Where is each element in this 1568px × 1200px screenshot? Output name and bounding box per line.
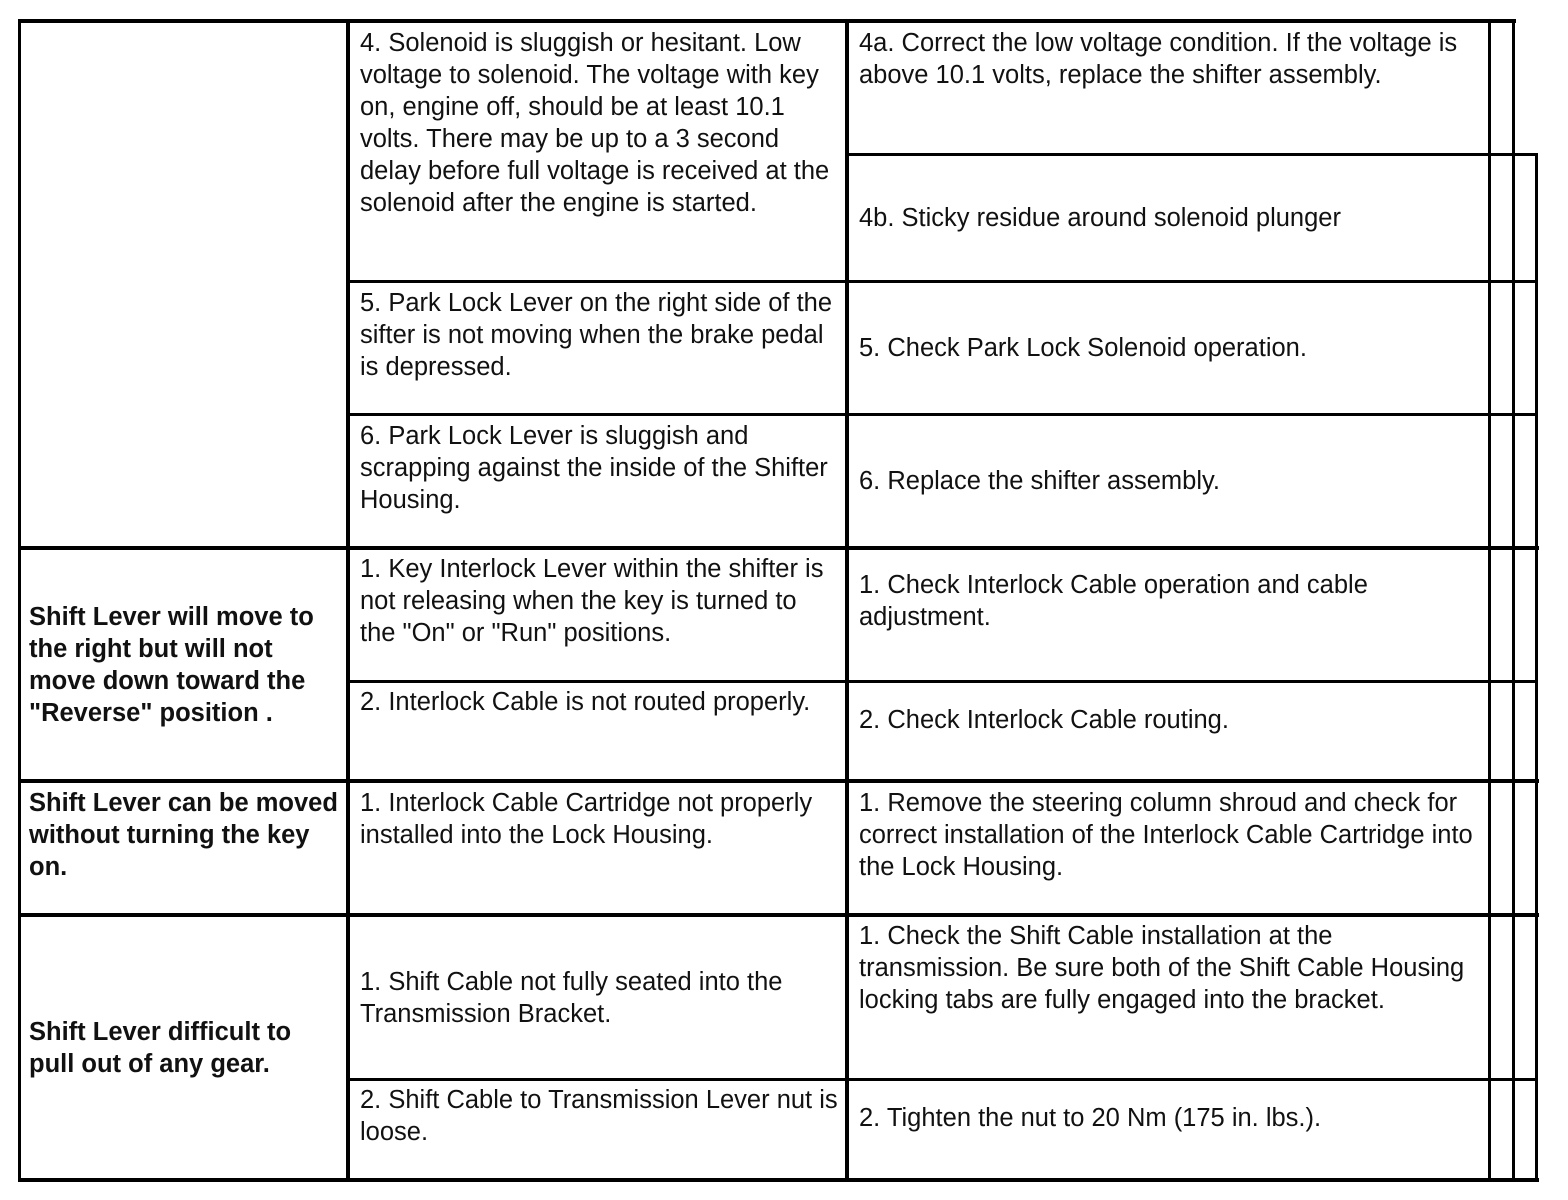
cause-text: 1. Shift Cable not fully seated into the Transmission Bracket. — [360, 967, 783, 1028]
row-divider — [18, 779, 1539, 783]
correction-text: 4b. Sticky residue around solenoid plunger — [859, 204, 1341, 232]
cause-cell-cartridge — [350, 787, 845, 913]
cause-text: 6. Park Lock Lever is sluggish and scrapping against the inside of the Shifter Housing. — [360, 422, 828, 514]
correction-text: 1. Check Interlock Cable operation and cable adjustment. — [859, 571, 1368, 631]
column-divider-4 — [1512, 19, 1515, 1182]
condition-cell-no-key — [21, 787, 346, 913]
table-border-right — [1535, 154, 1538, 1182]
correction-cell-cartridge — [849, 787, 1488, 913]
cause-text: 4. Solenoid is sluggish or hesitant. Low voltage to solenoid. The voltage with key on, engine off, should be at least 10.1 volts. There may be up to a 3 second delay before full voltage is received at the solenoid after the engine is started. — [360, 29, 830, 217]
condition-text: Shift Lever difficult to pull out of any gear. — [29, 1017, 292, 1078]
correction-cell-lever-nut — [849, 1081, 1488, 1154]
cause-text: 2. Shift Cable to Transmission Lever nut is loose. — [360, 1086, 838, 1146]
correction-text: 5. Check Park Lock Solenoid operation. — [859, 334, 1307, 362]
cause-text: 2. Interlock Cable is not routed properly. — [360, 688, 811, 716]
correction-cell-4b — [849, 156, 1488, 280]
cause-cell-solenoid — [350, 27, 845, 280]
table-border-bottom — [18, 1178, 1539, 1182]
correction-text: 1. Check the Shift Cable installation at the transmission. Be sure both of the Shift Cable Housing locking tabs are fully engaged into the bracket. — [859, 922, 1465, 1014]
condition-cell-reverse — [21, 550, 346, 779]
correction-cell-interlock-routing — [849, 683, 1488, 756]
cause-cell-park-lock-scraping — [350, 420, 845, 546]
condition-text: Shift Lever can be moved without turning the key on. — [29, 789, 338, 881]
condition-cell-difficult — [21, 917, 346, 1178]
cause-cell-interlock-routing — [350, 686, 845, 779]
column-divider-3 — [1488, 19, 1491, 1182]
correction-text: 2. Tighten the nut to 20 Nm (175 in. lbs.). — [859, 1103, 1322, 1132]
cause-cell-lever-nut — [350, 1084, 845, 1178]
correction-cell-4a — [849, 27, 1488, 153]
correction-cell-key-interlock — [849, 569, 1488, 680]
cause-cell-park-lock-lever — [350, 287, 845, 413]
cause-cell-shift-cable-seated — [350, 917, 845, 1078]
correction-cell-park-lock-scraping — [849, 416, 1488, 546]
cause-text: 1. Key Interlock Lever within the shifter is not releasing when the key is turned to the "On" or "Run" positions. — [360, 555, 824, 647]
cause-text: 5. Park Lock Lever on the right side of the sifter is not moving when the brake pedal is depressed. — [360, 289, 833, 381]
correction-text: 2. Check Interlock Cable routing. — [859, 705, 1229, 734]
correction-text: 4a. Correct the low voltage condition. If the voltage is above 10.1 volts, replace the shifter assembly. — [859, 29, 1458, 89]
correction-cell-park-lock-lever — [849, 283, 1488, 413]
condition-text: Shift Lever will move to the right but will not move down toward the "Reverse" position . — [29, 602, 314, 727]
correction-text: 1. Remove the steering column shroud and check for correct installation of the Interlock Cable Cartridge into the Lock Housing. — [859, 789, 1473, 881]
correction-text: 6. Replace the shifter assembly. — [859, 467, 1220, 495]
correction-cell-shift-cable-seated — [849, 920, 1488, 1078]
cause-cell-key-interlock — [350, 553, 845, 680]
cause-text: 1. Interlock Cable Cartridge not properly installed into the Lock Housing. — [360, 789, 813, 849]
table-border-top — [18, 19, 1516, 23]
